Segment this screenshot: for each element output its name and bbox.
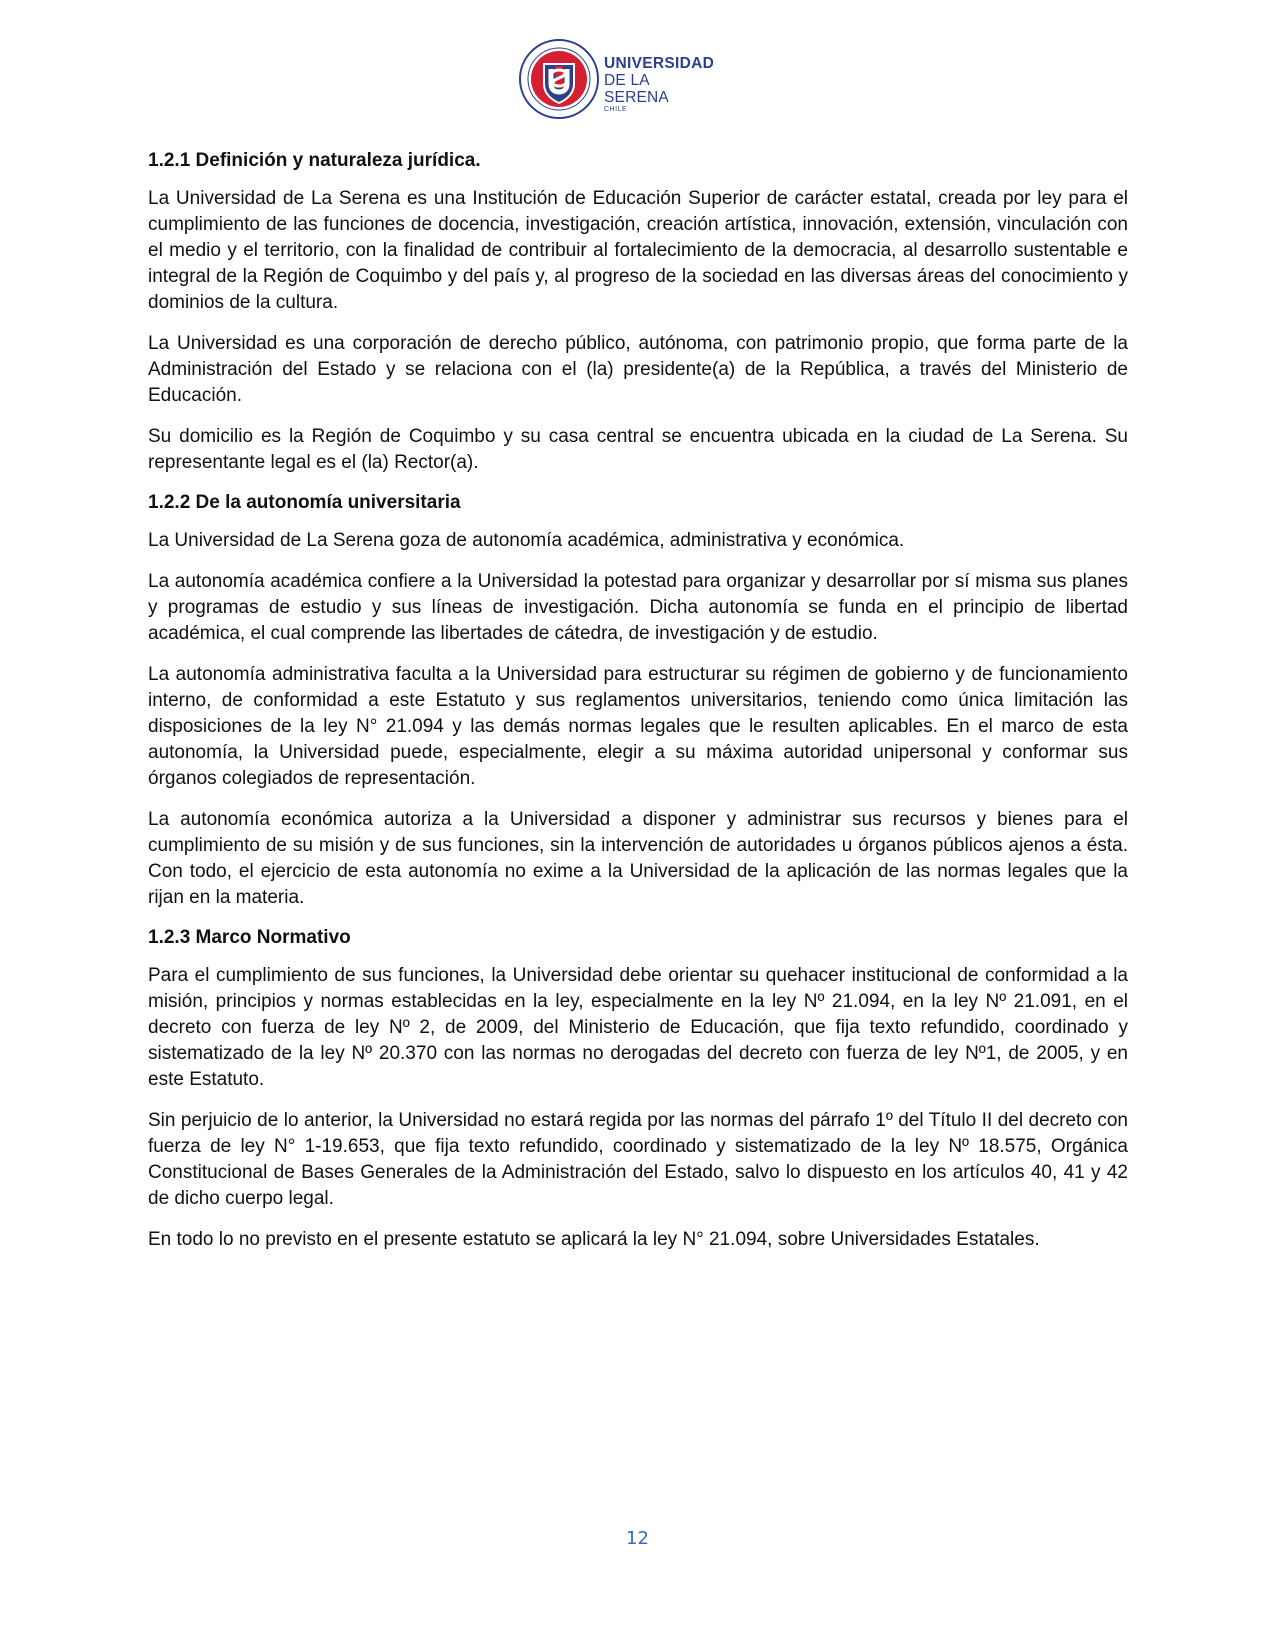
paragraph: La autonomía económica autoriza a la Universidad a disponer y administrar sus recursos y bienes para el cumplimiento de su misión y de sus funciones, sin la intervención de autoridades u órganos públicos ajenos a ésta. Con todo, el ejercicio de esta autonomía no exime a la Universidad de la aplicación de las normas legales que la rijan en la materia. xyxy=(148,809,1128,908)
university-seal-icon xyxy=(518,38,600,120)
paragraph: Su domicilio es la Región de Coquimbo y su casa central se encuentra ubicada en la ciudad de La Serena. Su representante legal es el (la) Rector(a). xyxy=(148,426,1128,473)
paragraph: La autonomía académica confiere a la Universidad la potestad para organizar y desarrollar por sí misma sus planes y programas de estudio y sus líneas de investigación. Dicha autonomía se funda en el principio de libertad académica, el cual comprende las libertades de cátedra, de investigación y de estudio. xyxy=(148,571,1128,644)
page-number: 12 xyxy=(626,1528,649,1549)
logo-line-1: UNIVERSIDAD xyxy=(604,55,715,72)
logo-wordmark xyxy=(604,56,718,114)
paragraph: La Universidad de La Serena es una Institución de Educación Superior de carácter estatal, creada por ley para el cumplimiento de las funciones de docencia, investigación, creación artística, innovación, extensión, vinculación con el medio y el territorio, con la finalidad de contribuir al fortalecimiento de la democracia, al desarrollo sustentable e integral de la Región de Coquimbo y del país y, al progreso de la sociedad en las diversas áreas del conocimiento y dominios de la cultura. xyxy=(148,188,1128,313)
university-logo xyxy=(518,42,718,118)
paragraph: La Universidad de La Serena goza de autonomía académica, administrativa y económica. xyxy=(148,530,905,551)
logo-line-2: DE LA SERENA xyxy=(604,72,669,106)
paragraph: La autonomía administrativa faculta a la Universidad para estructurar su régimen de gobierno y de funcionamiento interno, de conformidad a este Estatuto y sus reglamentos universitarios, teniendo como única limitación las disposiciones de la ley N° 21.094 y las demás normas legales que le resulten aplicables. En el marco de esta autonomía, la Universidad puede, especialmente, elegir a su máxima autoridad unipersonal y conformar sus órganos colegiados de representación. xyxy=(148,664,1128,789)
logo-line-3: CHILE xyxy=(604,106,628,113)
paragraph: La Universidad es una corporación de derecho público, autónoma, con patrimonio propio, que forma parte de la Administración del Estado y se relaciona con el (la) presidente(a) de la República, a través del Ministerio de Educación. xyxy=(148,333,1128,406)
section-heading: 1.2.1 Definición y naturaleza jurídica. xyxy=(148,150,481,171)
paragraph: Para el cumplimiento de sus funciones, la Universidad debe orientar su quehacer institucional de conformidad a la misión, principios y normas establecidas en la ley, especialmente en la ley Nº 21.094, en la ley Nº 21.091, en el decreto con fuerza de ley Nº 2, de 2009, del Ministerio de Educación, que fija texto refundido, coordinado y sistematizado de la ley Nº 20.370 con las normas no derogadas del decreto con fuerza de ley Nº1, de 2005, y en este Estatuto. xyxy=(148,965,1128,1090)
paragraph: Sin perjuicio de lo anterior, la Universidad no estará regida por las normas del párrafo 1º del Título II del decreto con fuerza de ley N° 1-19.653, que fija texto refundido, coordinado y sistematizado de la ley Nº 18.575, Orgánica Constitucional de Bases Generales de la Administración del Estado, salvo lo dispuesto en los artículos 40, 41 y 42 de dicho cuerpo legal. xyxy=(148,1110,1128,1209)
document-body xyxy=(148,149,1128,1268)
paragraph: En todo lo no previsto en el presente estatuto se aplicará la ley N° 21.094, sobre Universidades Estatales. xyxy=(148,1229,1040,1250)
section-heading: 1.2.2 De la autonomía universitaria xyxy=(148,492,461,513)
section-heading: 1.2.3 Marco Normativo xyxy=(148,927,351,948)
